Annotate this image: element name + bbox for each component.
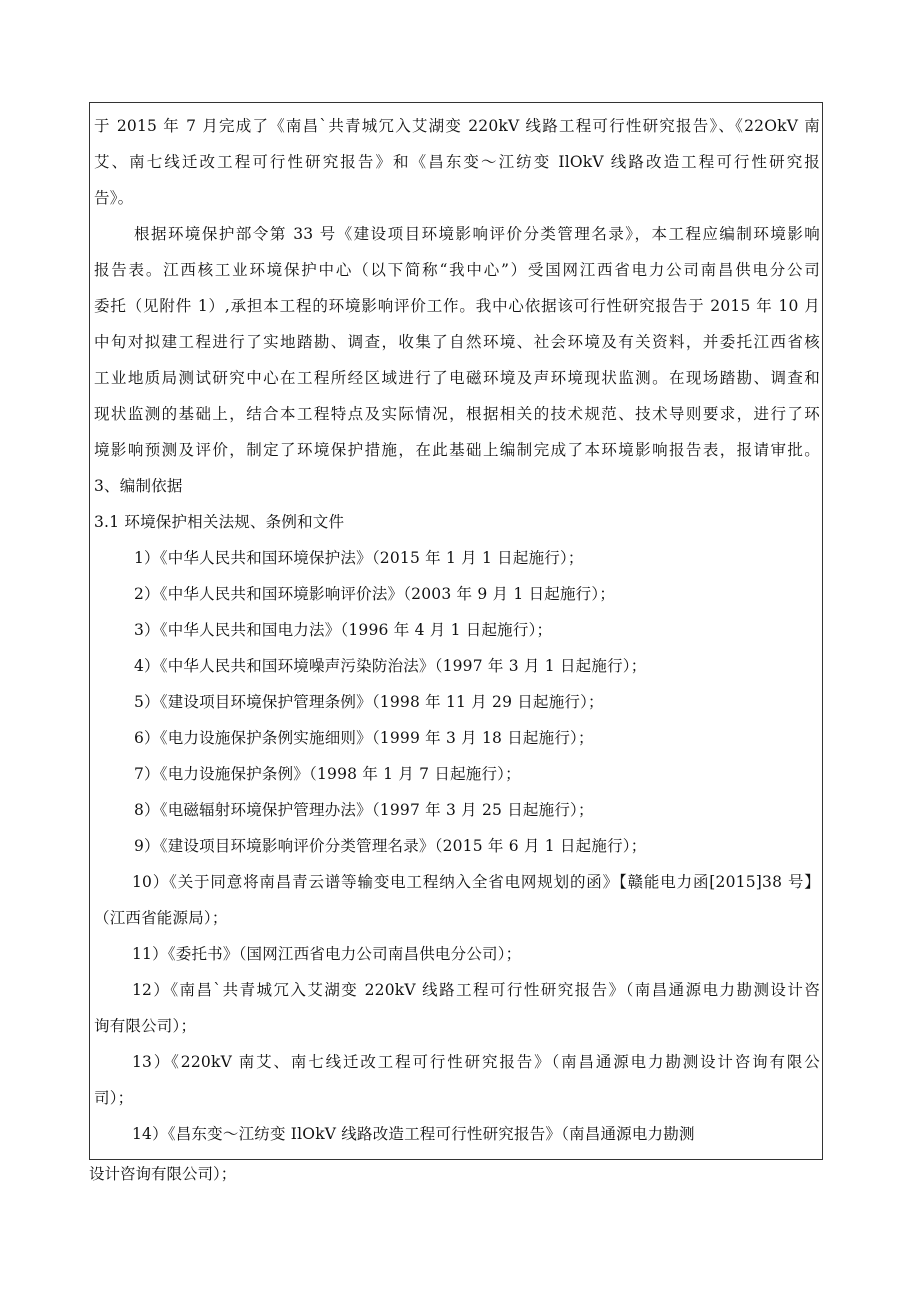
intro-line-1: 于 2015 年 7 月完成了《南昌`共青城冗入艾湖变 220kV 线路工程可行性研究报告》、《22OkV 南	[94, 117, 820, 135]
law-item-12-line-1: 12）《南昌`共青城冗入艾湖变 220kV 线路工程可行性研究报告》（南昌通源电力勘测设计咨	[132, 981, 820, 999]
law-item-1: 1）《中华人民共和国环境保护法》（2015 年 1 月 1 日起施行）；	[134, 549, 584, 567]
law-item-10-line-2: （江西省能源局）；	[94, 909, 228, 927]
law-item-7: 7）《电力设施保护条例》（1998 年 1 月 7 日起施行）；	[134, 765, 521, 783]
law-item-10-line-1: 10）《关于同意将南昌青云谱等输变电工程纳入全省电网规划的函》【赣能电力函[2015]38 号】	[132, 873, 820, 891]
law-item-4: 4）《中华人民共和国环境噪声污染防治法》（1997 年 3 月 1 日起施行）；	[134, 657, 647, 675]
intro-line-2: 艾、南七线迁改工程可行性研究报告》和《昌东变～江纺变 IlOkV 线路改造工程可行性研究报	[94, 153, 820, 171]
basis-line-4: 中旬对拟建工程进行了实地踏勘、调查，收集了自然环境、社会环境及有关资料，并委托江西省核	[94, 333, 820, 351]
law-item-13-line-2: 司）；	[94, 1089, 134, 1107]
law-item-5: 5）《建设项目环境保护管理条例》（1998 年 11 月 29 日起施行）；	[134, 693, 604, 711]
section-heading: 3、编制依据	[94, 477, 183, 495]
basis-line-6: 现状监测的基础上，结合本工程特点及实际情况，根据相关的技术规范、技术导则要求，进行了环	[94, 405, 820, 423]
law-item-6: 6）《电力设施保护条例实施细则》（1999 年 3 月 18 日起施行）；	[134, 729, 594, 747]
law-item-11: 11）《委托书》（国网江西省电力公司南昌供电分公司）；	[132, 945, 522, 963]
basis-line-1: 根据环境保护部令第 33 号《建设项目环境影响评价分类管理名录》，本工程应编制环境影响	[134, 225, 820, 243]
basis-line-3: 委托（见附件 1）,承担本工程的环境影响评价工作。我中心依据该可行性研究报告于 2015 年 10 月	[94, 297, 820, 315]
law-item-9: 9）《建设项目环境影响评价分类管理名录》（2015 年 6 月 1 日起施行）；	[134, 837, 647, 855]
basis-line-2: 报告表。江西核工业环境保护中心（以下简称“我中心”）受国网江西省电力公司南昌供电分公司	[94, 261, 820, 279]
law-item-3: 3）《中华人民共和国电力法》（1996 年 4 月 1 日起施行）；	[134, 621, 553, 639]
section-subheading: 3.1 环境保护相关法规、条例和文件	[94, 513, 345, 531]
intro-line-3: 告》。	[94, 189, 134, 207]
law-item-2: 2）《中华人民共和国环境影响评价法》（2003 年 9 月 1 日起施行）；	[134, 585, 616, 603]
law-item-13-line-1: 13）《220kV 南艾、南七线迁改工程可行性研究报告》（南昌通源电力勘测设计咨询有限公	[132, 1053, 820, 1071]
law-item-14-line-2: 设计咨询有限公司）；	[89, 1165, 237, 1183]
law-item-8: 8）《电磁辐射环境保护管理办法》（1997 年 3 月 25 日起施行）；	[134, 801, 594, 819]
basis-line-5: 工业地质局测试研究中心在工程所经区域进行了电磁环境及声环境现状监测。在现场踏勘、调查和	[94, 369, 820, 387]
law-item-12-line-2: 询有限公司）；	[94, 1017, 197, 1035]
basis-line-7: 境影响预测及评价，制定了环境保护措施，在此基础上编制完成了本环境影响报告表，报请审批。	[94, 441, 820, 459]
law-item-14-line-1: 14）《昌东变～江纺变 IlOkV 线路改造工程可行性研究报告》（南昌通源电力勘测	[132, 1125, 695, 1143]
